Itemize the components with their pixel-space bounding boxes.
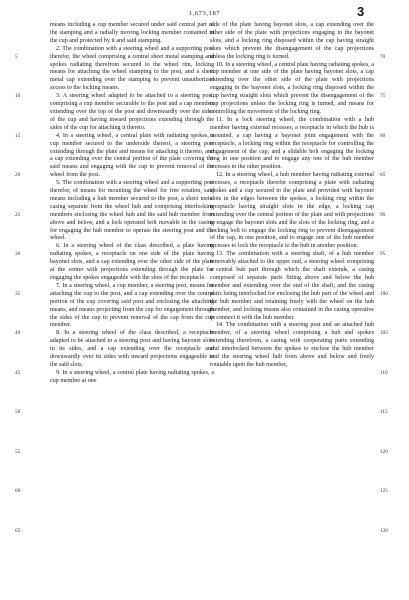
claim-paragraph: 11. In a lock steering wheel, the combination with a hub member having external recesses, a receptacle in which the hub is mounted, a cap having a bayonet joint engagement with the receptacle, a locking ring within the receptacle for controlling the engagement of the cap, and a slidable bolt engaging the locking ring in one position and to engage any one of the hub member recesses in the other position. bbox=[210, 116, 374, 171]
line-number: 60 bbox=[15, 488, 21, 495]
line-number: 75 bbox=[380, 93, 386, 100]
line-number: 125 bbox=[380, 488, 388, 495]
patent-number: 1,673,187 bbox=[188, 10, 221, 17]
right-text-column bbox=[210, 22, 374, 370]
left-line-numbers bbox=[15, 22, 29, 582]
claim-paragraph: side of the plate having bayonet slots, a cap extending over the other side of the plate with projections engaging in the bayonet slots, and a locking ring disposed within the cap having straight slots which prevent the disengagement of the cap projections unless the locking ring is turned. bbox=[210, 22, 374, 60]
claim-paragraph: 5. The combination with a steering wheel and a supporting post therefor, of means for mounting the wheel for free rotation, said means including a hub member secured to the post, a sheet metal casing separate from the wheel hub and comprising interlocking members enclosing the wheel hub and the said hub member from above and below, and a lock operated bolt movable in the casing for engaging the hub member to operate the steering post and the wheel. bbox=[50, 180, 214, 242]
line-number: 55 bbox=[15, 448, 21, 455]
claim-paragraph: 12. In a steering wheel, a hub member having radiating external recesses, a receptacle therefor comprising a plate with radiating spokes and a cup secured to the plate and provided with bayonet slots in the edges between the spokes, a locking ring within the receptacle having straight slots in the edge, a locking cap extending over the central portion of the plate and with projections to engage the bayonet slots and the slots of the locking ring, and a locking bolt to engage the locking ring to prevent disengagement of the cap, in one position, and to engage one of the hub member recesses to lock the receptacle to the hub in another position. bbox=[210, 172, 374, 250]
claim-paragraph: 9. In a steering wheel, a central plate having radiating spokes, a cup member at one bbox=[50, 369, 214, 384]
claim-paragraph: 2. The combination with a steering wheel and a supporting post therefor, the wheel comprising a central sheet metal stamping and spokes radiating therefrom secured to the wheel rim, locking means for attaching the wheel stamping to the post, and a sheet metal cap extending over the stamping to prevent unauthorized access to the locking means. bbox=[50, 45, 214, 92]
line-number: 65 bbox=[15, 527, 21, 534]
line-number: 80 bbox=[380, 132, 386, 139]
claim-paragraph: 3. A steering wheel adapted to be attached to a steering post, comprising a cup member securable to the post and a cap member extending over the top of the post and downwardly over the sides of the cup and having inward projections extending through the sides of the cup for attaching it thereto. bbox=[50, 93, 214, 131]
claim-paragraph: 6. In a steering wheel of the class described, a plate having radiating spokes, a receptacle on one side of the plate having bayonet slots, and a cap extending over the other side of the plate at the center with projections extending through the plate for engaging the spokes engageable with the slots of the receptacle. bbox=[50, 243, 214, 281]
claim-paragraph: 4. In a steering wheel, a central plate with radiating spokes, a cup member secured to the underside thereof, a steering post extending through the plate and means for attaching it thereto, and a cap extending over the central portion of the plate covering the said means and engaging with the cup to prevent removal of the wheel from the post. bbox=[50, 132, 214, 179]
line-number: 20 bbox=[15, 172, 21, 179]
left-text-column bbox=[50, 22, 214, 386]
line-number: 15 bbox=[15, 132, 21, 139]
line-number: 70 bbox=[380, 53, 386, 60]
line-number: 40 bbox=[15, 330, 21, 337]
claim-paragraph: 13. The combination with a steering shaft, of a hub member removably attached to the upper end, a steering wheel comprising a central hub part through which the shaft extends, a casing composed of separate parts fitting above and below the hub member and extending over the end of the shaft, and the casing parts being interlocked for enclosing the hub part of the wheel and the hub member and retaining freely with the wheel on the hub member, and locking means also contained in the casing operative to connect it with the hub member. bbox=[210, 251, 374, 321]
claim-paragraph: 8. In a steering wheel of the class described, a receptacle adapted to be attached to a steering post and having bayonet slots in its sides, and a cap extending over the receptacle and downwardly over its sides with inward projections engageable in the said slots. bbox=[50, 330, 214, 368]
line-number: 25 bbox=[15, 211, 21, 218]
line-number: 85 bbox=[380, 172, 386, 179]
line-number: 90 bbox=[380, 211, 386, 218]
line-number: 50 bbox=[15, 409, 21, 416]
line-number: 30 bbox=[15, 251, 21, 258]
page-number: 3 bbox=[357, 4, 365, 19]
line-number: 35 bbox=[15, 290, 21, 297]
right-line-numbers bbox=[380, 22, 400, 582]
line-number: 45 bbox=[15, 369, 21, 376]
line-number: 95 bbox=[380, 251, 386, 258]
line-number: 100 bbox=[380, 290, 388, 297]
line-number: 120 bbox=[380, 448, 388, 455]
line-number: 110 bbox=[380, 369, 388, 376]
claim-paragraph: 10. In a steering wheel, a central plate having radiating spokes, a cup member at one side of the plate having bayonet slots, a cap extending over the other side of the plate with projections engaging in the bayonet slots, a locking ring disposed within the cup having straight slots which prevent the disengagement of the cap projections unless the locking ring is turned, and means for controlling the movement of the locking ring. bbox=[210, 61, 374, 115]
claim-paragraph: 7. In a steering wheel, a cup member, a steering post, means for attaching the cup to the post, and a cap extending over the central portion of the cup covering said post and enclosing the attaching means, and means projecting from the cap for engagement through the sides of the cup to prevent removal of the cap from the cup member. bbox=[50, 282, 214, 329]
line-number: 130 bbox=[380, 527, 388, 534]
line-number: 5 bbox=[15, 53, 18, 60]
claim-paragraph: 14. The combination with a steering post and an attached hub member, of a steering wheel comprising a hub and spokes extending therefrom, a casing with cooperating parts extending and interlocked between the spokes to enclose the hub member and the steering wheel hub from above and below and freely rotatable upon the hub member, bbox=[210, 322, 374, 368]
line-number: 10 bbox=[15, 93, 21, 100]
claim-paragraph: means including a cup member secured under said central part of the stamping and a radially moving locking member contained in the cup and protected by it and said stamping. bbox=[50, 22, 214, 44]
line-number: 115 bbox=[380, 409, 388, 416]
line-number: 105 bbox=[380, 330, 388, 337]
